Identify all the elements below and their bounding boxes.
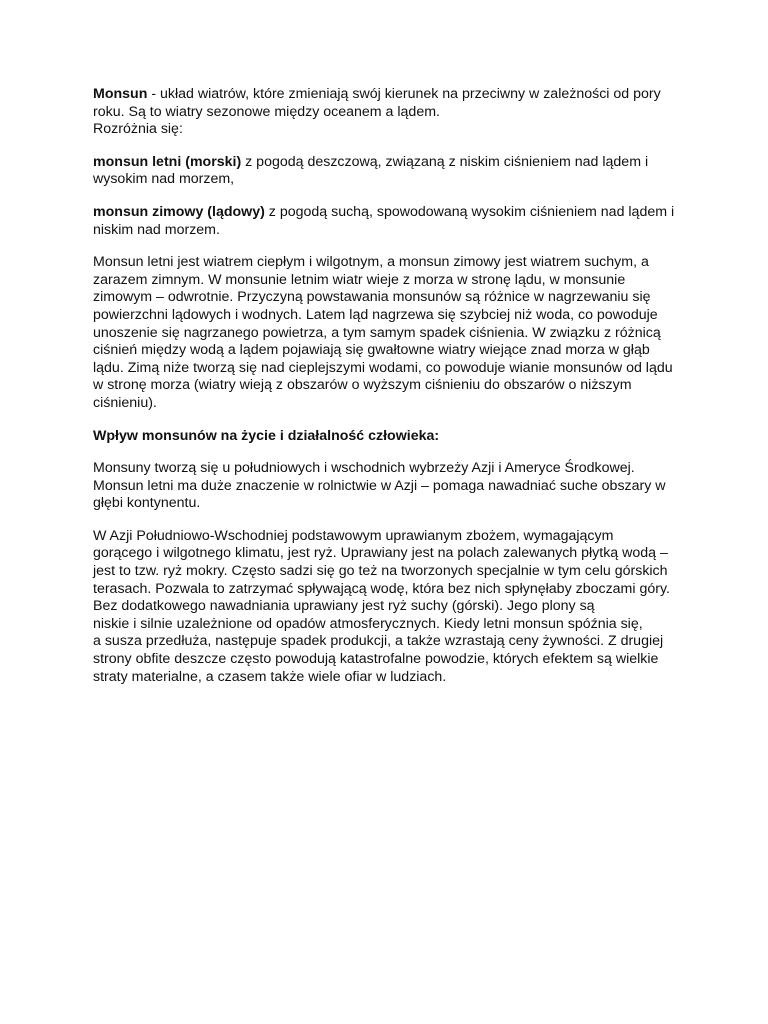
text-line: Rozróżnia się: [93, 121, 183, 138]
text-line [93, 204, 683, 222]
text-line: niskie i silnie uzależnione od opadów atmosferycznych. Kiedy letni monsun spóźnia się, [93, 615, 643, 632]
text-run: - układ wiatrów, które zmieniają swój kierunek na przeciwny w zależności od pory [147, 86, 661, 102]
text-line: zimowym – odwrotnie. Przyczyną powstawania monsunów są różnice w nagrzewaniu się [93, 289, 651, 306]
text-line: terasach. Pozwala to zatrzymać spływającą wodę, która bez nich spłynęłaby zboczami góry. [93, 580, 670, 597]
term-summer-monsoon: monsun letni (morski) [93, 153, 242, 170]
paragraph-rice [93, 528, 683, 686]
text-line: powierzchni lądowych i wodnych. Latem ląd nagrzewa się szybciej niż woda, co powoduje [93, 306, 658, 323]
paragraph-summer-monsoon [93, 154, 683, 189]
text-line: jest to tzw. ryż mokry. Często sadzi się go też na tworzonych specjalnie w tym celu górskich [93, 563, 668, 580]
text-line: roku. Są to wiatry sezonowe między oceanem a lądem. [93, 103, 440, 120]
text-line: Bez dodatkowego nawadniania uprawiany jest ryż suchy (górski). Jego plony są [93, 598, 595, 615]
text-line: strony obfite deszcze często powodują katastrofalne powodzie, których efektem są wielkie [93, 651, 659, 668]
document-page [93, 86, 683, 701]
text-run: z pogodą suchą, spowodowaną wysokim ciśnieniem nad lądem i [264, 203, 675, 220]
text-line: Monsun letni ma duże znaczenie w rolnictwie w Azji – pomaga nawadniać suche obszary w [93, 477, 666, 494]
text-line: w stronę morza (wiatry wieją z obszarów o wyższym ciśnieniu do obszarów o niższym [93, 377, 632, 394]
text-line: unoszenie się nagrzanego powietrza, a tym samym spadek ciśnienia. W związku z różnicą [93, 324, 661, 341]
paragraph-mechanism [93, 254, 683, 412]
text-line: niskim nad morzem. [93, 221, 220, 238]
text-line: wysokim nad morzem, [93, 171, 235, 188]
term-monsun: Monsun [93, 86, 148, 102]
heading-text: Wpływ monsunów na życie i działalność człowieka: [93, 427, 440, 444]
text-line: zarazem zimnym. W monsunie letnim wiatr wieje z morza w stronę lądu, w monsunie [93, 271, 626, 288]
paragraph-definition [93, 86, 683, 139]
text-line: gorącego i wilgotnego klimatu, jest ryż. Uprawiany jest na polach zalewanych płytką wodą – [93, 545, 668, 562]
paragraph-regions [93, 460, 683, 513]
text-line [93, 154, 683, 172]
section-heading [93, 428, 683, 446]
text-line [93, 86, 683, 104]
text-line: ciśnieniu). [93, 394, 157, 411]
text-run: z pogodą deszczową, związaną z niskim ciśnieniem nad lądem i [241, 153, 649, 170]
text-line: straty materialne, a czasem także wiele ofiar w ludziach. [93, 668, 447, 685]
text-line: Monsun letni jest wiatrem ciepłym i wilgotnym, a monsun zimowy jest wiatrem suchym, a [93, 254, 649, 271]
text-line: głębi kontynentu. [93, 495, 201, 512]
term-winter-monsoon: monsun zimowy (lądowy) [93, 203, 265, 220]
text-line: lądu. Zimą niże tworzą się nad cieplejszymi wodami, co powoduje wianie monsunów od lądu [93, 359, 673, 376]
paragraph-winter-monsoon [93, 204, 683, 239]
text-line: W Azji Południowo-Wschodniej podstawowym uprawianym zbożem, wymagającym [93, 527, 614, 544]
text-line: a susza przedłuża, następuje spadek produkcji, a także wzrastają ceny żywności. Z drugiej [93, 633, 664, 650]
text-line: Monsuny tworzą się u południowych i wschodnich wybrzeży Azji i Ameryce Środkowej. [93, 460, 635, 477]
text-line: ciśnień między wodą a lądem pojawiają się gwałtowne wiatry wiejące znad morza w głąb [93, 342, 650, 359]
